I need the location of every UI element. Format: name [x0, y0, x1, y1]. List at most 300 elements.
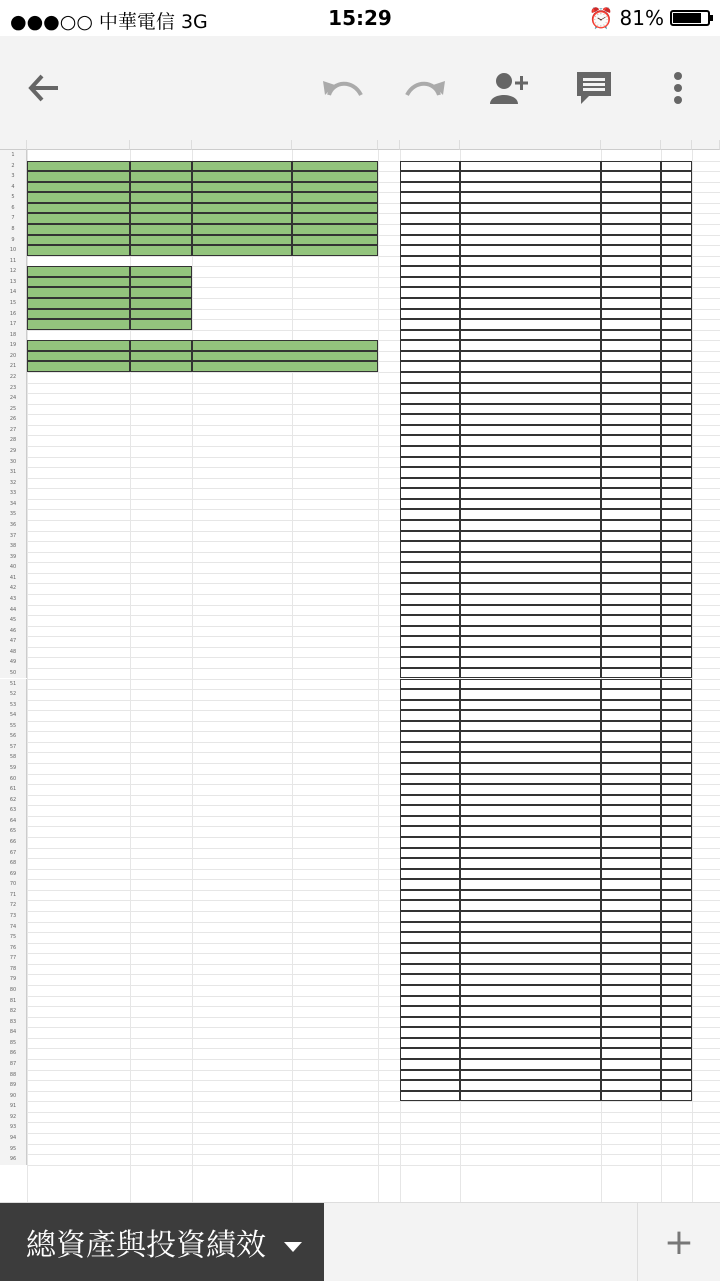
- tx-header-cell[interactable]: [400, 161, 460, 172]
- alloc-header-cell[interactable]: [27, 161, 130, 172]
- tx-action[interactable]: [460, 1091, 601, 1102]
- alloc-cell[interactable]: [27, 182, 130, 193]
- tx-action[interactable]: [460, 605, 601, 616]
- tx-date[interactable]: [400, 731, 460, 742]
- tx-date[interactable]: [400, 383, 460, 394]
- tx-action[interactable]: [460, 668, 601, 679]
- tx-amount[interactable]: [601, 594, 661, 605]
- tx-action[interactable]: [460, 900, 601, 911]
- tx-date[interactable]: [400, 256, 460, 267]
- tx-currency[interactable]: [661, 594, 692, 605]
- tx-currency[interactable]: [661, 964, 692, 975]
- tx-amount[interactable]: [601, 531, 661, 542]
- tx-date[interactable]: [400, 679, 460, 690]
- tx-currency[interactable]: [661, 520, 692, 531]
- redo-icon[interactable]: [404, 66, 448, 110]
- tx-action[interactable]: [460, 309, 601, 320]
- row-header[interactable]: 42: [0, 583, 27, 594]
- rate-value[interactable]: [130, 277, 192, 288]
- row-header[interactable]: 17: [0, 319, 27, 330]
- alloc-cell[interactable]: [292, 203, 378, 214]
- row-header[interactable]: 19: [0, 340, 27, 351]
- column-header-g[interactable]: [460, 140, 601, 150]
- tx-currency[interactable]: [661, 467, 692, 478]
- row-header[interactable]: 20: [0, 351, 27, 362]
- tx-currency[interactable]: [661, 605, 692, 616]
- tx-currency[interactable]: [661, 298, 692, 309]
- row-header[interactable]: 6: [0, 203, 27, 214]
- tx-date[interactable]: [400, 594, 460, 605]
- tx-currency[interactable]: [661, 509, 692, 520]
- tx-date[interactable]: [400, 488, 460, 499]
- tx-currency[interactable]: [661, 953, 692, 964]
- tx-date[interactable]: [400, 996, 460, 1007]
- tx-date[interactable]: [400, 974, 460, 985]
- tx-currency[interactable]: [661, 541, 692, 552]
- tx-action[interactable]: [460, 1070, 601, 1081]
- row-header[interactable]: 78: [0, 964, 27, 975]
- perf-unit[interactable]: [192, 351, 378, 362]
- tx-amount[interactable]: [601, 615, 661, 626]
- tx-amount[interactable]: [601, 361, 661, 372]
- tx-amount[interactable]: [601, 953, 661, 964]
- tx-amount[interactable]: [601, 626, 661, 637]
- tx-action[interactable]: [460, 171, 601, 182]
- tx-action[interactable]: [460, 647, 601, 658]
- row-header[interactable]: 49: [0, 657, 27, 668]
- tx-amount[interactable]: [601, 562, 661, 573]
- row-header[interactable]: 57: [0, 742, 27, 753]
- row-header[interactable]: 76: [0, 943, 27, 954]
- tx-currency[interactable]: [661, 879, 692, 890]
- tx-currency[interactable]: [661, 372, 692, 383]
- tx-currency[interactable]: [661, 1080, 692, 1091]
- tx-amount[interactable]: [601, 393, 661, 404]
- tx-currency[interactable]: [661, 319, 692, 330]
- row-header[interactable]: 47: [0, 636, 27, 647]
- tx-currency[interactable]: [661, 1091, 692, 1102]
- row-header[interactable]: 28: [0, 435, 27, 446]
- rate-label[interactable]: [27, 319, 130, 330]
- tx-amount[interactable]: [601, 266, 661, 277]
- rate-cell[interactable]: [130, 266, 192, 277]
- tx-action[interactable]: [460, 710, 601, 721]
- tx-date[interactable]: [400, 224, 460, 235]
- tx-currency[interactable]: [661, 446, 692, 457]
- tx-currency[interactable]: [661, 615, 692, 626]
- tx-date[interactable]: [400, 953, 460, 964]
- alloc-cell[interactable]: [130, 235, 192, 246]
- tx-amount[interactable]: [601, 372, 661, 383]
- tx-action[interactable]: [460, 985, 601, 996]
- alloc-cell[interactable]: [27, 192, 130, 203]
- tx-amount[interactable]: [601, 647, 661, 658]
- tx-currency[interactable]: [661, 721, 692, 732]
- tx-action[interactable]: [460, 731, 601, 742]
- tx-action[interactable]: [460, 922, 601, 933]
- row-header[interactable]: 32: [0, 478, 27, 489]
- tx-date[interactable]: [400, 404, 460, 415]
- tx-action[interactable]: [460, 414, 601, 425]
- tx-date[interactable]: [400, 985, 460, 996]
- perf-unit[interactable]: [192, 361, 378, 372]
- tx-date[interactable]: [400, 900, 460, 911]
- tx-amount[interactable]: [601, 943, 661, 954]
- tx-currency[interactable]: [661, 858, 692, 869]
- row-header[interactable]: 53: [0, 700, 27, 711]
- tx-date[interactable]: [400, 509, 460, 520]
- tx-currency[interactable]: [661, 911, 692, 922]
- tx-amount[interactable]: [601, 1017, 661, 1028]
- tx-date[interactable]: [400, 573, 460, 584]
- row-header[interactable]: 44: [0, 605, 27, 616]
- tx-amount[interactable]: [601, 890, 661, 901]
- tx-amount[interactable]: [601, 509, 661, 520]
- tx-amount[interactable]: [601, 488, 661, 499]
- tx-date[interactable]: [400, 425, 460, 436]
- tx-date[interactable]: [400, 277, 460, 288]
- tx-currency[interactable]: [661, 985, 692, 996]
- tx-action[interactable]: [460, 361, 601, 372]
- tx-action[interactable]: [460, 752, 601, 763]
- comment-icon[interactable]: [572, 66, 616, 110]
- tx-date[interactable]: [400, 372, 460, 383]
- add-person-icon[interactable]: [488, 66, 532, 110]
- tx-date[interactable]: [400, 552, 460, 563]
- tx-date[interactable]: [400, 943, 460, 954]
- rate-value[interactable]: [130, 309, 192, 320]
- row-header[interactable]: 70: [0, 879, 27, 890]
- tx-date[interactable]: [400, 298, 460, 309]
- tx-amount[interactable]: [601, 752, 661, 763]
- tx-action[interactable]: [460, 964, 601, 975]
- row-header[interactable]: 16: [0, 309, 27, 320]
- row-header[interactable]: 85: [0, 1038, 27, 1049]
- tx-action[interactable]: [460, 446, 601, 457]
- row-header[interactable]: 79: [0, 974, 27, 985]
- tx-amount[interactable]: [601, 256, 661, 267]
- tx-date[interactable]: [400, 203, 460, 214]
- tx-currency[interactable]: [661, 478, 692, 489]
- tx-amount[interactable]: [601, 996, 661, 1007]
- tx-action[interactable]: [460, 541, 601, 552]
- tx-amount[interactable]: [601, 742, 661, 753]
- row-header[interactable]: 2: [0, 161, 27, 172]
- tx-amount[interactable]: [601, 583, 661, 594]
- alloc-cell[interactable]: [130, 171, 192, 182]
- tx-amount[interactable]: [601, 679, 661, 690]
- row-header[interactable]: 45: [0, 615, 27, 626]
- tx-date[interactable]: [400, 826, 460, 837]
- rate-label[interactable]: [27, 287, 130, 298]
- tx-action[interactable]: [460, 340, 601, 351]
- perf-label[interactable]: [27, 340, 130, 351]
- tx-action[interactable]: [460, 467, 601, 478]
- tx-amount[interactable]: [601, 932, 661, 943]
- row-header[interactable]: 51: [0, 679, 27, 690]
- tx-action[interactable]: [460, 266, 601, 277]
- tx-amount[interactable]: [601, 636, 661, 647]
- row-header[interactable]: 89: [0, 1080, 27, 1091]
- dropdown-arrow-icon[interactable]: [284, 1225, 302, 1260]
- row-header[interactable]: 75: [0, 932, 27, 943]
- tx-currency[interactable]: [661, 435, 692, 446]
- alloc-header-cell[interactable]: [192, 161, 292, 172]
- tx-amount[interactable]: [601, 763, 661, 774]
- tx-date[interactable]: [400, 499, 460, 510]
- tx-amount[interactable]: [601, 985, 661, 996]
- tx-amount[interactable]: [601, 235, 661, 246]
- row-header[interactable]: 52: [0, 689, 27, 700]
- tx-amount[interactable]: [601, 922, 661, 933]
- tx-date[interactable]: [400, 816, 460, 827]
- tx-currency[interactable]: [661, 1048, 692, 1059]
- tx-amount[interactable]: [601, 858, 661, 869]
- tx-action[interactable]: [460, 795, 601, 806]
- tx-amount[interactable]: [601, 340, 661, 351]
- row-header[interactable]: 7: [0, 213, 27, 224]
- tx-currency[interactable]: [661, 287, 692, 298]
- more-vert-icon[interactable]: [656, 66, 700, 110]
- tx-date[interactable]: [400, 446, 460, 457]
- tx-currency[interactable]: [661, 1059, 692, 1070]
- tx-date[interactable]: [400, 626, 460, 637]
- row-header[interactable]: 33: [0, 488, 27, 499]
- column-header-h[interactable]: [601, 140, 661, 150]
- tx-date[interactable]: [400, 932, 460, 943]
- row-header[interactable]: 62: [0, 795, 27, 806]
- tx-amount[interactable]: [601, 309, 661, 320]
- row-header[interactable]: 9: [0, 235, 27, 246]
- tx-action[interactable]: [460, 287, 601, 298]
- tx-date[interactable]: [400, 890, 460, 901]
- tx-action[interactable]: [460, 182, 601, 193]
- row-header[interactable]: 1: [0, 150, 27, 161]
- tx-currency[interactable]: [661, 531, 692, 542]
- row-header[interactable]: 56: [0, 731, 27, 742]
- perf-value[interactable]: [130, 351, 192, 362]
- row-header[interactable]: 74: [0, 922, 27, 933]
- tx-currency[interactable]: [661, 182, 692, 193]
- tx-amount[interactable]: [601, 541, 661, 552]
- alloc-cell[interactable]: [292, 192, 378, 203]
- tx-amount[interactable]: [601, 330, 661, 341]
- tx-amount[interactable]: [601, 478, 661, 489]
- tx-currency[interactable]: [661, 848, 692, 859]
- row-header[interactable]: 59: [0, 763, 27, 774]
- tx-action[interactable]: [460, 1048, 601, 1059]
- tx-action[interactable]: [460, 499, 601, 510]
- tx-currency[interactable]: [661, 573, 692, 584]
- tx-action[interactable]: [460, 890, 601, 901]
- tx-amount[interactable]: [601, 287, 661, 298]
- tx-action[interactable]: [460, 520, 601, 531]
- tx-date[interactable]: [400, 1017, 460, 1028]
- tx-date[interactable]: [400, 457, 460, 468]
- tx-amount[interactable]: [601, 605, 661, 616]
- tx-amount[interactable]: [601, 192, 661, 203]
- tx-amount[interactable]: [601, 499, 661, 510]
- row-header[interactable]: 73: [0, 911, 27, 922]
- row-header[interactable]: 18: [0, 330, 27, 341]
- alloc-cell[interactable]: [192, 171, 292, 182]
- tx-date[interactable]: [400, 636, 460, 647]
- tx-action[interactable]: [460, 488, 601, 499]
- row-header[interactable]: 13: [0, 277, 27, 288]
- tx-date[interactable]: [400, 964, 460, 975]
- row-header[interactable]: 25: [0, 404, 27, 415]
- tx-date[interactable]: [400, 309, 460, 320]
- row-header[interactable]: 11: [0, 256, 27, 267]
- tx-amount[interactable]: [601, 1080, 661, 1091]
- tx-date[interactable]: [400, 805, 460, 816]
- row-header[interactable]: 84: [0, 1027, 27, 1038]
- tx-amount[interactable]: [601, 277, 661, 288]
- row-header[interactable]: 82: [0, 1006, 27, 1017]
- tx-currency[interactable]: [661, 668, 692, 679]
- row-header[interactable]: 12: [0, 266, 27, 277]
- tx-action[interactable]: [460, 848, 601, 859]
- tx-currency[interactable]: [661, 256, 692, 267]
- tx-date[interactable]: [400, 879, 460, 890]
- tx-action[interactable]: [460, 1006, 601, 1017]
- alloc-cell[interactable]: [130, 182, 192, 193]
- tx-amount[interactable]: [601, 171, 661, 182]
- row-header[interactable]: 36: [0, 520, 27, 531]
- alloc-cell[interactable]: [27, 203, 130, 214]
- row-header[interactable]: 24: [0, 393, 27, 404]
- tx-amount[interactable]: [601, 446, 661, 457]
- tx-amount[interactable]: [601, 319, 661, 330]
- alloc-cell[interactable]: [292, 213, 378, 224]
- tx-header-cell[interactable]: [460, 161, 601, 172]
- tx-action[interactable]: [460, 636, 601, 647]
- tx-amount[interactable]: [601, 805, 661, 816]
- column-header-c[interactable]: [192, 140, 292, 150]
- column-header-b[interactable]: [130, 140, 192, 150]
- tx-date[interactable]: [400, 531, 460, 542]
- tx-action[interactable]: [460, 689, 601, 700]
- tx-action[interactable]: [460, 330, 601, 341]
- row-header[interactable]: 95: [0, 1144, 27, 1155]
- alloc-total-label[interactable]: [27, 245, 130, 256]
- alloc-cell[interactable]: [130, 245, 192, 256]
- tx-date[interactable]: [400, 721, 460, 732]
- tx-date[interactable]: [400, 911, 460, 922]
- tx-currency[interactable]: [661, 583, 692, 594]
- row-header[interactable]: 88: [0, 1070, 27, 1081]
- tx-date[interactable]: [400, 922, 460, 933]
- row-header[interactable]: 4: [0, 182, 27, 193]
- row-header[interactable]: 10: [0, 245, 27, 256]
- tx-amount[interactable]: [601, 668, 661, 679]
- tx-currency[interactable]: [661, 1070, 692, 1081]
- tx-action[interactable]: [460, 509, 601, 520]
- row-header[interactable]: 41: [0, 573, 27, 584]
- tx-date[interactable]: [400, 1038, 460, 1049]
- tx-action[interactable]: [460, 742, 601, 753]
- row-header[interactable]: 3: [0, 171, 27, 182]
- tx-amount[interactable]: [601, 1070, 661, 1081]
- perf-unit[interactable]: [192, 340, 378, 351]
- row-header[interactable]: 92: [0, 1112, 27, 1123]
- tx-amount[interactable]: [601, 1027, 661, 1038]
- tx-date[interactable]: [400, 478, 460, 489]
- alloc-header-cell[interactable]: [292, 161, 378, 172]
- row-header[interactable]: 96: [0, 1154, 27, 1165]
- row-header[interactable]: 69: [0, 869, 27, 880]
- tx-currency[interactable]: [661, 805, 692, 816]
- tx-amount[interactable]: [601, 457, 661, 468]
- tx-date[interactable]: [400, 858, 460, 869]
- tx-currency[interactable]: [661, 636, 692, 647]
- row-header[interactable]: 50: [0, 668, 27, 679]
- tx-amount[interactable]: [601, 182, 661, 193]
- tx-date[interactable]: [400, 784, 460, 795]
- tx-date[interactable]: [400, 837, 460, 848]
- tx-currency[interactable]: [661, 1017, 692, 1028]
- tx-amount[interactable]: [601, 721, 661, 732]
- tx-date[interactable]: [400, 615, 460, 626]
- tx-currency[interactable]: [661, 890, 692, 901]
- rate-title[interactable]: [27, 266, 130, 277]
- alloc-cell[interactable]: [292, 224, 378, 235]
- tx-amount[interactable]: [601, 1059, 661, 1070]
- tx-action[interactable]: [460, 531, 601, 542]
- tx-date[interactable]: [400, 710, 460, 721]
- row-header[interactable]: 72: [0, 900, 27, 911]
- rate-label[interactable]: [27, 277, 130, 288]
- row-header[interactable]: 94: [0, 1133, 27, 1144]
- tx-date[interactable]: [400, 1080, 460, 1091]
- tx-amount[interactable]: [601, 404, 661, 415]
- tx-action[interactable]: [460, 203, 601, 214]
- tx-header-cell[interactable]: [601, 161, 661, 172]
- row-header[interactable]: 61: [0, 784, 27, 795]
- tx-currency[interactable]: [661, 689, 692, 700]
- tx-action[interactable]: [460, 996, 601, 1007]
- tx-date[interactable]: [400, 213, 460, 224]
- tx-action[interactable]: [460, 435, 601, 446]
- column-header-f[interactable]: [400, 140, 460, 150]
- alloc-header-cell[interactable]: [130, 161, 192, 172]
- tx-action[interactable]: [460, 679, 601, 690]
- tx-action[interactable]: [460, 911, 601, 922]
- tx-action[interactable]: [460, 615, 601, 626]
- row-header[interactable]: 40: [0, 562, 27, 573]
- tx-date[interactable]: [400, 1091, 460, 1102]
- tx-currency[interactable]: [661, 932, 692, 943]
- tx-amount[interactable]: [601, 710, 661, 721]
- alloc-cell[interactable]: [192, 245, 292, 256]
- tx-currency[interactable]: [661, 404, 692, 415]
- tx-date[interactable]: [400, 1006, 460, 1017]
- tx-action[interactable]: [460, 277, 601, 288]
- tx-date[interactable]: [400, 319, 460, 330]
- tx-date[interactable]: [400, 848, 460, 859]
- tx-currency[interactable]: [661, 943, 692, 954]
- tx-currency[interactable]: [661, 425, 692, 436]
- tx-currency[interactable]: [661, 383, 692, 394]
- tx-amount[interactable]: [601, 1006, 661, 1017]
- tx-amount[interactable]: [601, 784, 661, 795]
- rate-label[interactable]: [27, 309, 130, 320]
- tx-date[interactable]: [400, 583, 460, 594]
- row-header[interactable]: 83: [0, 1017, 27, 1028]
- row-header[interactable]: 80: [0, 985, 27, 996]
- alloc-cell[interactable]: [192, 192, 292, 203]
- alloc-cell[interactable]: [192, 213, 292, 224]
